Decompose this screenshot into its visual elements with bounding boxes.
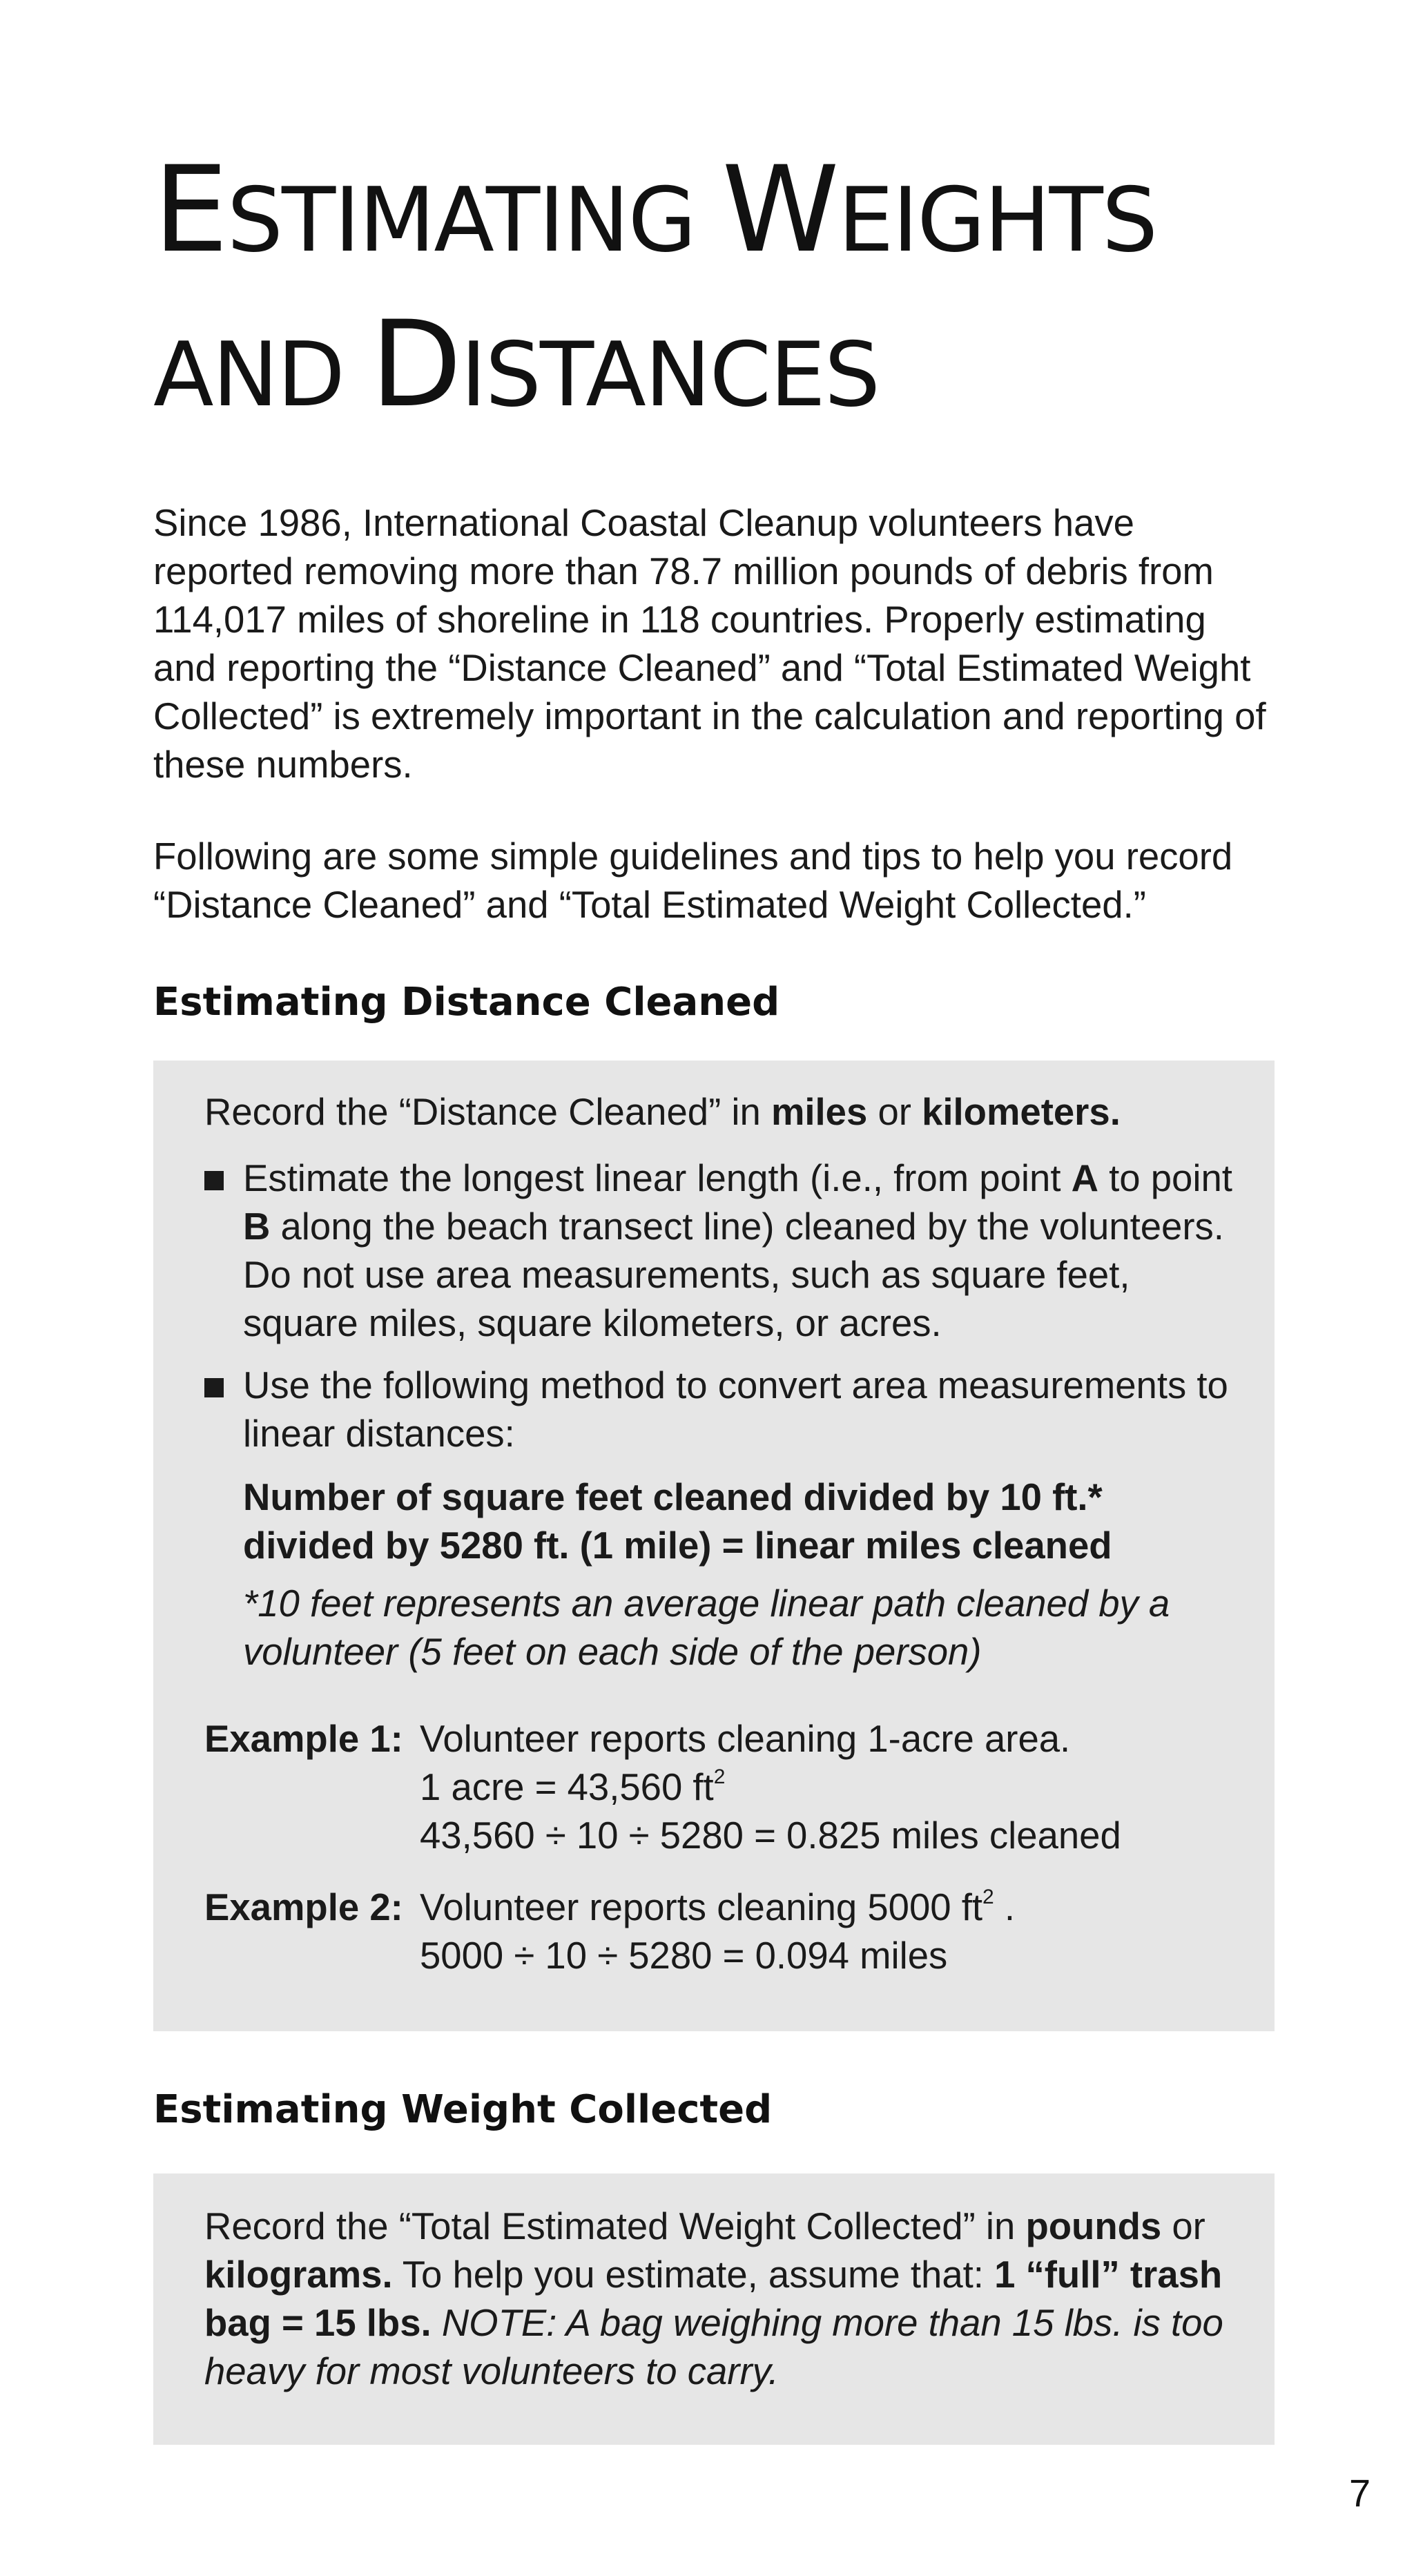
weight-text-mid-1: or [1161,2205,1205,2247]
distance-unit-kilometers: kilometers. [922,1091,1121,1133]
page-title [153,138,1327,447]
conversion-formula [243,1473,1210,1570]
title-small-caps-3: AND [153,324,371,427]
weight-unit-pounds: pounds [1025,2205,1162,2247]
example-1-line-2 [420,1763,725,1812]
intro-paragraph-2: Following are some simple guidelines and tips to help you record “Distance Cleaned” and “Total Estimated Weight Collected.” [153,835,1233,926]
bullet1-point-b: B [243,1205,271,1248]
weight-text-prefix: Record the “Total Estimated Weight Collected” in [204,2205,1026,2247]
weight-bag-assumption: 1 “full” trash bag = 15 lbs. [204,2254,1223,2344]
page-number: 7 [1349,2471,1371,2515]
square-bullet-icon [204,1171,224,1190]
example-2-label: Example 2: [204,1886,403,1928]
bullet1-point-a: A [1071,1157,1098,1199]
formula-footnote: *10 feet represents an average linear path cleaned by a volunteer (5 feet on each side of the person) [243,1582,1170,1673]
distance-intro-text [204,1088,1240,1136]
formula-line-1: Number of square feet cleaned divided by 10 ft.* [243,1476,1103,1518]
weight-section-heading: Estimating Weight Collected [153,2087,773,2132]
title-initial-w: W [721,140,838,279]
distance-section-heading: Estimating Distance Cleaned [153,980,780,1025]
bullet1-part1: Estimate the longest linear length (i.e., from point [243,1157,1072,1199]
example-2-line-1 [420,1883,1015,1932]
weight-info-box [153,2173,1275,2445]
weight-text-mid-2: To help you estimate, assume that: [392,2254,995,2296]
bullet1-part3: along the beach transect line) cleaned by the volunteers. Do not use area measurements, such as square feet, square miles, square kilometers, or acres. [243,1205,1224,1344]
distance-info-box [153,1061,1275,2031]
formula-line-2: divided by 5280 ft. (1 mile) = linear miles cleaned [243,1524,1112,1567]
example-2-line-2: 5000 ÷ 10 ÷ 5280 = 0.094 miles [420,1935,948,1977]
example-1-line-2-text: 1 acre = 43,560 ft [420,1766,714,1808]
title-initial-e: E [153,140,227,279]
example-1-line-1: Volunteer reports cleaning 1-acre area. [420,1718,1071,1760]
example-1-line-3: 43,560 ÷ 10 ÷ 5280 = 0.825 miles cleaned [420,1814,1121,1857]
weight-unit-kilograms: kilograms. [204,2254,393,2296]
title-small-caps-4: ISTANCES [461,324,880,427]
bullet1-part2: to point [1098,1157,1232,1199]
distance-unit-miles: miles [771,1091,868,1133]
example-2-line-1-suffix: . [994,1886,1015,1928]
intro-paragraph-1: Since 1986, International Coastal Cleanup volunteers have reported removing more than 78.7 million pounds of debris from 114,017 miles of shoreline in 118 countries. Properly estimating and reporting the “Distance Cleaned” and “Total Estimated Weight Collected” is extremely important in the calculation and reporting of these numbers. [153,502,1266,786]
distance-intro-prefix: Record the “Distance Cleaned” in [204,1091,771,1133]
bullet-text-linear-length [243,1154,1237,1348]
distance-intro-mid: or [867,1091,922,1133]
example-1-label: Example 1: [204,1718,403,1760]
square-bullet-icon [204,1378,224,1397]
example-2-line-1-text: Volunteer reports cleaning 5000 ft [420,1886,983,1928]
title-small-caps-2: EIGHTS [837,169,1157,272]
weight-note: NOTE: A bag weighing more than 15 lbs. is too heavy for most volunteers to carry. [204,2302,1223,2392]
weight-info-text [204,2202,1240,2396]
title-small-caps-1: STIMATING [226,169,722,272]
example-2-superscript: 2 [982,1886,994,1909]
bullet-text-convert-area: Use the following method to convert area measurements to linear distances: [243,1364,1228,1455]
title-initial-d: D [370,295,461,434]
example-1-superscript: 2 [713,1765,726,1789]
